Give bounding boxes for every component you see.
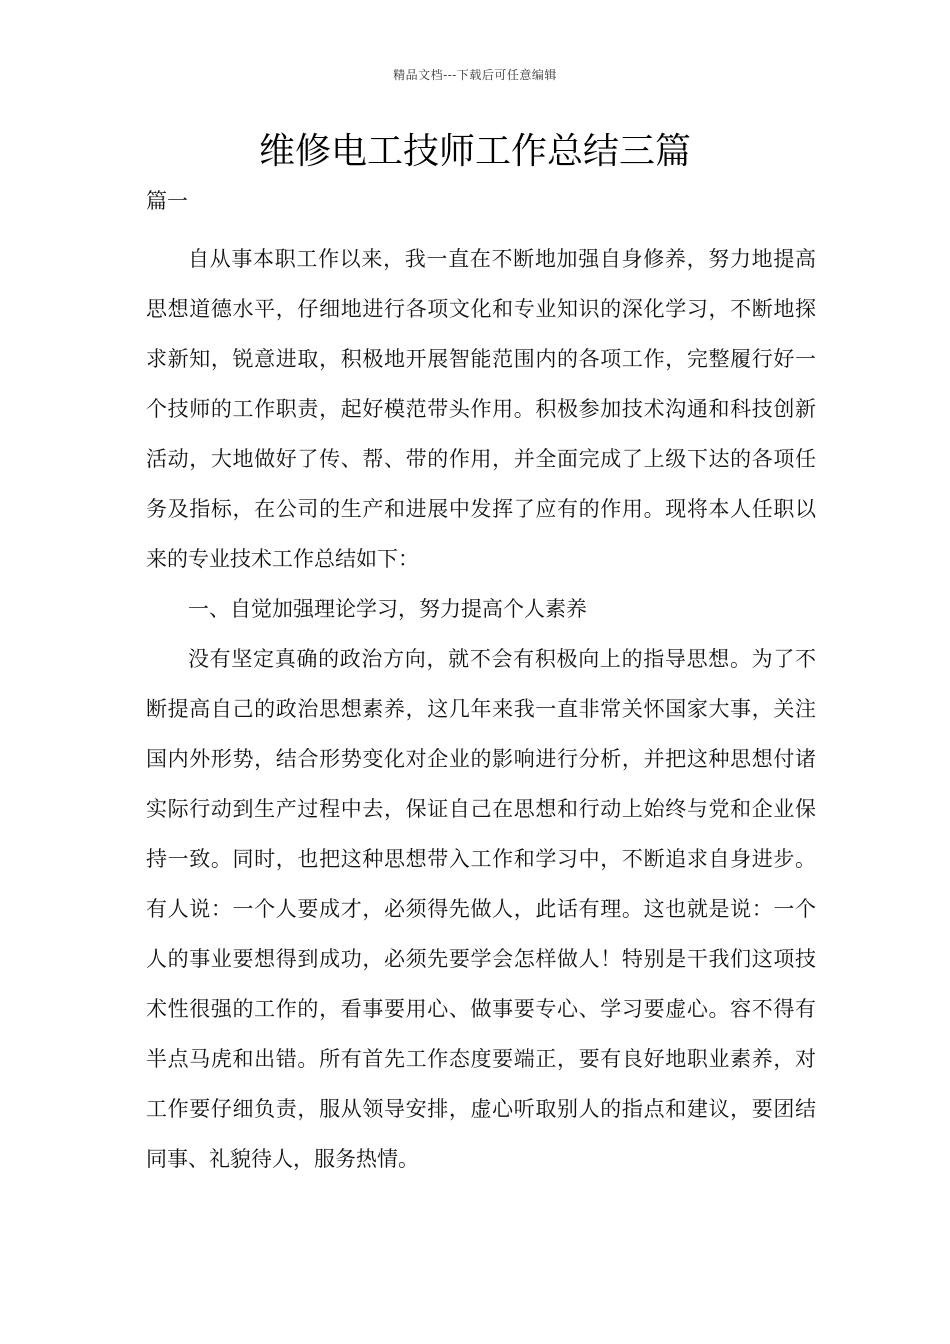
section-heading: 一、自觉加强理论学习，努力提高个人素养 [188,597,587,621]
document-body [146,234,816,1184]
paragraph-intro: 自从事本职工作以来，我一直在不断地加强自身修养，努力地提高思想道德水平，仔细地进行各项文化和专业知识的深化学习，不断地探求新知，锐意进取，积极地开展智能范围内的各项工作，完整履行好一个技师的工作职责，起好模范带头作用。积极参加技术沟通和科技创新活动，大地做好了传、帮、带的作用，并全面完成了上级下达的各项任务及指标，在公司的生产和进展中发挥了应有的作用。现将本人任职以来的专业技术工作总结如下： [146,247,816,571]
header-note: 精品文档---下载后可任意编辑 [393,68,557,82]
paragraph-study: 没有坚定真确的政治方向，就不会有积极向上的指导思想。为了不断提高自己的政治思想素养，这几年来我一直非常关怀国家大事，关注国内外形势，结合形势变化对企业的影响进行分析，并把这种思想付诸实际行动到生产过程中去，保证自己在思想和行动上始终与党和企业保持一致。同时，也把这种思想带入工作和学习中，不断追求自身进步。有人说：一个人要成才，必须得先做人，此话有理。这也就是说：一个人的事业要想得到成功，必须先要学会怎样做人！特别是干我们这项技术性很强的工作的，看事要用心、做事要专心、学习要虚心。容不得有半点马虎和出错。所有首先工作态度要端正，要有良好地职业素养，对工作要仔细负责，服从领导安排，虚心听取别人的指点和建议，要团结同事、礼貌待人，服务热情。 [146,647,816,1171]
section-label: 篇一 [146,189,188,213]
document-title: 维修电工技师工作总结三篇 [258,131,691,172]
